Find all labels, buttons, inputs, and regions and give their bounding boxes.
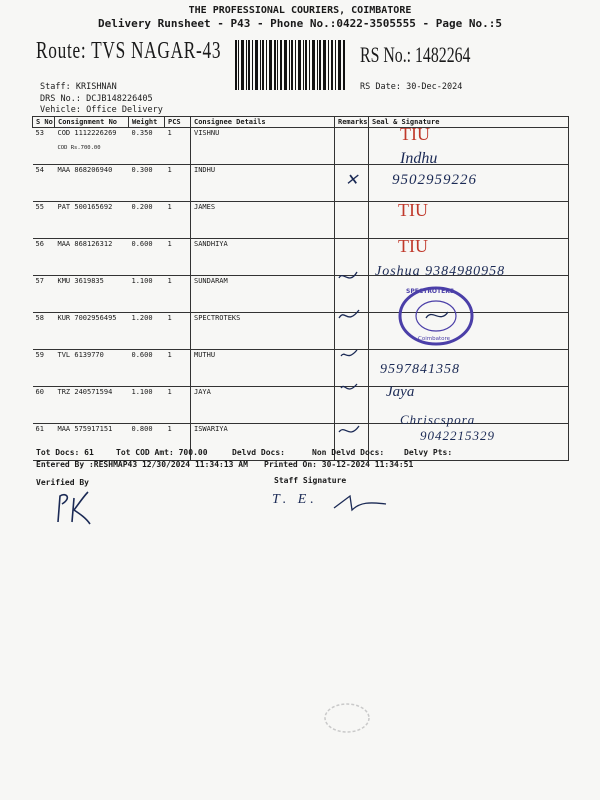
cell-consignment: PAT 500165692 (55, 202, 129, 239)
non-delivered-docs: Non Delvd Docs: (312, 448, 385, 457)
iswariya-phone: 9042215329 (420, 428, 495, 443)
col-header-consignee: Consignee Details (191, 117, 335, 128)
cell-consignee: MUTHU (191, 350, 335, 387)
table-row (33, 350, 569, 387)
cell-weight: 0.600 (129, 239, 165, 276)
cell-consignment: KUR 7002956495 (55, 313, 129, 350)
cell-remarks (335, 202, 369, 239)
remark-tick-marks (335, 266, 365, 456)
indhu-signature: Indhu (400, 150, 438, 167)
cell-pcs: 1 (165, 387, 191, 424)
cell-consignee: JAMES (191, 202, 335, 239)
verified-signature (52, 488, 100, 528)
cell-consignee: SANDHIYA (191, 239, 335, 276)
table-row (33, 276, 569, 313)
indhu-phone: 9502959226 (392, 172, 477, 188)
staff-signature-label: Staff Signature (274, 476, 347, 485)
tiu-mark: TIU (398, 200, 428, 220)
runsheet-subtitle: Delivery Runsheet - P43 - Phone No.:0422-3505555 - Page No.:5 (98, 17, 502, 30)
cell-consignee: JAYA (191, 387, 335, 424)
muthu-phone: 9597841358 (380, 362, 460, 377)
cell-weight: 1.100 (129, 387, 165, 424)
cell-consignee: VISHNU (191, 128, 335, 165)
cod-note: COD Rs.700.00 (57, 145, 101, 151)
cell-pcs: 1 (165, 313, 191, 350)
cell-pcs: 1 (165, 350, 191, 387)
drs-number: DCJB148226405 (86, 94, 153, 104)
cell-consignment: MAA 575917151 (55, 424, 129, 461)
cell-pcs: 1 (165, 202, 191, 239)
cell-weight: 0.350 (129, 128, 165, 165)
cell-weight: 0.600 (129, 350, 165, 387)
delivery-points: Delvy Pts: (404, 448, 453, 457)
cell-remarks (335, 128, 369, 165)
sundaram-signature: Joshua 9384980958 (375, 264, 506, 279)
total-docs: Tot Docs: 61 (36, 448, 94, 457)
cell-weight: 1.100 (129, 276, 165, 313)
table-row (33, 313, 569, 350)
col-header-remarks: Remarks (335, 117, 369, 128)
cell-consignment: TVL 6139770 (55, 350, 129, 387)
col-header-sno: S No (33, 117, 55, 128)
staff-label: Staff: (40, 82, 71, 92)
rs-date: 30-Dec-2024 (406, 82, 463, 92)
cell-sno: 56 (33, 239, 55, 276)
col-header-consignment: Consignment No (55, 117, 129, 128)
vehicle-value: Office Delivery (86, 105, 163, 115)
cell-consignment: MAA 868126312 (55, 239, 129, 276)
cell-signature (369, 128, 569, 165)
tiu-mark: TIU (400, 124, 430, 144)
col-header-weight: Weight (129, 117, 165, 128)
cell-sno: 54 (33, 165, 55, 202)
remark-cross-mark: ✕ (345, 172, 359, 189)
table-row (33, 387, 569, 424)
cell-pcs: 1 (165, 424, 191, 461)
cell-consignee: ISWARIYA (191, 424, 335, 461)
staff-name: KRISHNAN (75, 82, 117, 92)
cell-consignment: COD 1112226269 COD Rs.700.00 (55, 128, 129, 165)
rs-no-handwritten: RS No.: 1482264 (360, 42, 471, 67)
entered-by: Entered By :RESHMAP43 12/30/2024 11:34:13 AM (36, 460, 248, 469)
cell-pcs: 1 (165, 276, 191, 313)
stamp-city: Coimbatore (418, 336, 450, 342)
cell-consignment: TRZ 240571594 (55, 387, 129, 424)
table-row (33, 202, 569, 239)
total-cod-amount: Tot COD Amt: 700.00 (116, 448, 208, 457)
cell-pcs: 1 (165, 239, 191, 276)
table-row (33, 128, 569, 165)
cell-weight: 1.200 (129, 313, 165, 350)
faint-stamp-mark (322, 700, 372, 736)
barcode (235, 40, 347, 90)
delivered-docs: Delvd Docs: (232, 448, 285, 457)
tiu-mark: TIU (398, 236, 428, 256)
drs-label: DRS No.: (40, 94, 81, 104)
cell-sno: 57 (33, 276, 55, 313)
cell-weight: 0.800 (129, 424, 165, 461)
stamp-text: SPECTROTEKS (406, 288, 455, 295)
cell-weight: 0.200 (129, 202, 165, 239)
cell-weight: 0.300 (129, 165, 165, 202)
cell-pcs: 1 (165, 128, 191, 165)
cell-sno: 55 (33, 202, 55, 239)
printed-on: Printed On: 30-12-2024 11:34:51 (264, 460, 414, 469)
cell-sno: 60 (33, 387, 55, 424)
runsheet-table (32, 116, 569, 461)
company-name: THE PROFESSIONAL COURIERS, COIMBATORE (188, 5, 412, 16)
iswariya-signature: Chriscspora (400, 412, 476, 427)
cell-sno: 61 (33, 424, 55, 461)
cell-consignee: SUNDARAM (191, 276, 335, 313)
route-handwritten: Route: TVS NAGAR-43 (36, 38, 222, 64)
cell-consignment: KMU 3619835 (55, 276, 129, 313)
vehicle-label: Vehicle: (40, 105, 81, 115)
cell-consignee: INDHU (191, 165, 335, 202)
staff-signature: T. E. (272, 492, 318, 507)
cell-sno: 58 (33, 313, 55, 350)
table-row (33, 165, 569, 202)
cell-sno: 59 (33, 350, 55, 387)
col-header-pcs: PCS (165, 117, 191, 128)
cell-consignee: SPECTROTEKS (191, 313, 335, 350)
cell-consignment: MAA 868206940 (55, 165, 129, 202)
jaya-signature: Jaya (386, 384, 415, 400)
verified-by-label: Verified By (36, 478, 89, 487)
rs-date-label: RS Date: (360, 82, 401, 92)
cell-sno: 53 (33, 128, 55, 165)
cell-pcs: 1 (165, 165, 191, 202)
col-header-signature: Seal & Signature (369, 117, 569, 128)
staff-signature-stroke (330, 492, 390, 514)
